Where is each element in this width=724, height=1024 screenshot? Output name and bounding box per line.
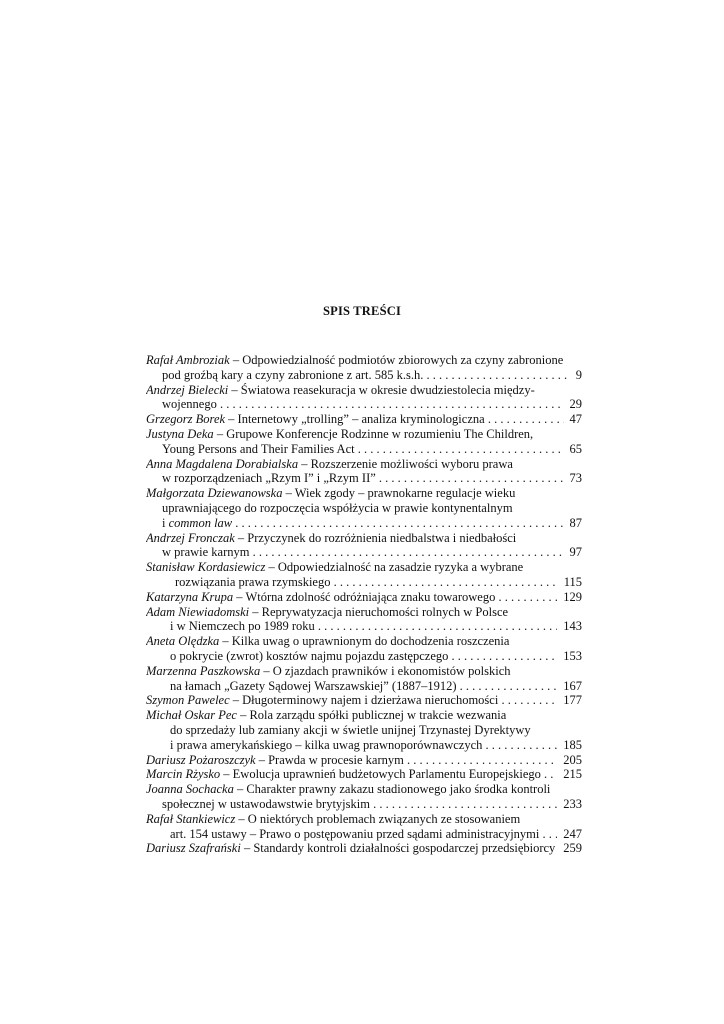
entry-title-line: – Standardy kontroli działalności gospodarczej przedsiębiorcy — [243, 841, 556, 856]
entry-title-line: – Wtórna zdolność odróżniająca znaku towarowego — [236, 589, 496, 604]
entry-title-line: – Wiek zgody – prawnokarne regulacje wieku — [285, 486, 516, 501]
entry-page-number: 65 — [564, 442, 583, 457]
entry-author: Rafał Ambroziak — [146, 353, 230, 367]
entry-author: Justyna Deka — [146, 426, 214, 441]
toc-entry — [146, 560, 582, 590]
entry-title-line: społecznej w ustawodawstwie brytyjskim — [162, 796, 370, 811]
dot-leader — [217, 397, 582, 411]
toc-entry — [146, 383, 582, 413]
entry-author: Dariusz Pożaroszczyk — [146, 752, 256, 767]
entry-page-number: 29 — [564, 397, 583, 412]
entry-author: Rafał Stankiewicz — [146, 811, 236, 826]
toc-entry — [146, 693, 582, 708]
entry-title-line: – Ewolucja uprawnień budżetowych Parlamentu Europejskiego — [223, 767, 541, 782]
entry-page-number: 9 — [570, 368, 582, 383]
dot-leader — [370, 797, 582, 811]
toc-entry — [146, 457, 582, 487]
entry-page-number: 153 — [557, 649, 582, 664]
entry-title-line: rozwiązania prawa rzymskiego — [175, 574, 331, 589]
entry-title-line: – Kilka uwag o uprawnionym do dochodzenia roszczenia — [222, 634, 510, 649]
entry-author: Dariusz Szafrański — [146, 841, 241, 856]
entry-title-line: – O niektórych problemach związanych ze stosowaniem — [238, 811, 521, 826]
table-of-contents — [146, 353, 582, 856]
dot-leader — [232, 516, 582, 530]
toc-entry — [146, 841, 582, 856]
entry-page-number: 259 — [557, 841, 582, 856]
entry-page-number: 185 — [557, 738, 582, 753]
entry-author: Grzegorz Borek — [146, 412, 226, 427]
entry-author: Małgorzata Dziewanowska — [146, 486, 283, 501]
entry-author: Aneta Olędzka — [146, 634, 220, 649]
toc-entry — [146, 708, 582, 752]
entry-author: Anna Magdalena Dorabialska — [146, 456, 299, 471]
page-title: SPIS TREŚCI — [322, 304, 402, 318]
entry-title-line: wojennego — [162, 397, 217, 412]
dot-leader — [423, 368, 582, 382]
entry-title-line: – Internetowy „trolling” – analiza kryminologiczna — [228, 412, 485, 427]
entry-title-line: – Reprywatyzacja nieruchomości rolnych w Polsce — [252, 604, 509, 619]
dot-leader — [376, 471, 582, 485]
entry-author: Marzenna Paszkowska — [146, 663, 261, 678]
toc-entry — [146, 486, 582, 530]
entry-author: Michał Oskar Pec — [146, 708, 237, 723]
entry-title-line: – Długoterminowy najem i dzierżawa nieruchomości — [232, 693, 499, 708]
entry-page-number: 143 — [557, 619, 582, 634]
toc-entry — [146, 590, 582, 605]
toc-entry — [146, 353, 582, 383]
entry-title-line: – O zjazdach prawników i ekonomistów polskich — [263, 663, 511, 678]
toc-entry — [146, 753, 582, 768]
entry-title-line: – Światowa reasekuracja w okresie dwudziestolecia między- — [231, 382, 535, 397]
entry-author: Andrzej Bielecki — [146, 382, 229, 397]
entry-title-line: – Rozszerzenie możliwości wyboru prawa — [301, 456, 513, 471]
toc-entry — [146, 605, 582, 635]
entry-title-line: – Rola zarządu spółki publicznej w trakcie wezwania — [240, 708, 507, 723]
dot-leader — [315, 619, 582, 633]
entry-author: Marcin Rżysko — [146, 767, 221, 782]
entry-author: Joanna Sochacka — [146, 782, 234, 797]
entry-author: Adam Niewiadomski — [146, 604, 250, 619]
entry-author: Szymon Pawelec — [146, 693, 230, 708]
entry-title-line: – Odpowiedzialność podmiotów zbiorowych za czyny zabronione — [232, 353, 564, 367]
entry-author: Katarzyna Krupa — [146, 589, 234, 604]
toc-entry — [146, 412, 582, 427]
entry-title-italic: common law — [168, 515, 233, 530]
entry-title-line: – Przyczynek do rozróżnienia niedbalstwa i niedbałości — [237, 530, 517, 545]
entry-page-number: 215 — [557, 767, 582, 782]
dot-leader — [355, 442, 582, 456]
entry-title-line: na łamach „Gazety Sądowej Warszawskiej” (1887–1912) — [170, 678, 457, 693]
entry-page-number: 167 — [557, 679, 582, 694]
dot-leader — [404, 753, 582, 767]
toc-entry — [146, 664, 582, 694]
dot-leader — [330, 575, 582, 589]
entry-page-number: 177 — [557, 693, 582, 708]
entry-title-line: – Prawda w procesie karnym — [258, 752, 404, 767]
entry-page-number: 247 — [557, 827, 582, 842]
entry-title-line: i — [162, 515, 166, 530]
entry-page-number: 129 — [557, 590, 582, 605]
toc-entry — [146, 767, 582, 782]
entry-title-line: i w Niemczech po 1989 roku — [170, 619, 315, 634]
toc-entry — [146, 812, 582, 842]
entry-title-line: pod groźbą kary a czyny zabronione z art. 585 k.s.h. — [162, 367, 424, 382]
entry-title-line: uprawniającego do rozpoczęcia współżycia w prawie kontynentalnym — [162, 500, 513, 515]
entry-title-line: o pokrycie (zwrot) kosztów najmu pojazdu zastępczego — [170, 648, 449, 663]
entry-title-line: w rozporządzeniach „Rzym I” i „Rzym II” — [162, 471, 376, 486]
entry-page-number: 233 — [557, 797, 582, 812]
entry-title-line: – Odpowiedzialność na zasadzie ryzyka a wybrane — [268, 560, 524, 575]
entry-title-line: w prawie karnym — [162, 545, 250, 560]
entry-title-line: Young Persons and Their Families Act — [162, 441, 355, 456]
toc-entry — [146, 531, 582, 561]
entry-page-number: 47 — [564, 412, 583, 427]
dot-leader — [249, 545, 582, 559]
entry-title-line: do sprzedaży lub zamiany akcji w świetle unijnej Trzynastej Dyrektywy — [170, 722, 531, 737]
entry-title-line: – Charakter prawny zakazu stadionowego jako środka kontroli — [236, 782, 551, 797]
entry-title-line: i prawa amerykańskiego – kilka uwag prawnoporównawczych — [170, 737, 483, 752]
entry-author: Andrzej Fronczak — [146, 530, 235, 545]
entry-page-number: 115 — [558, 575, 582, 590]
entry-page-number: 97 — [564, 545, 583, 560]
entry-page-number: 73 — [564, 471, 583, 486]
entry-page-number: 87 — [564, 516, 583, 531]
toc-entry — [146, 782, 582, 812]
toc-entry — [146, 427, 582, 457]
entry-author: Stanisław Kordasiewicz — [146, 560, 266, 575]
toc-entry — [146, 634, 582, 664]
entry-title-line: art. 154 ustawy – Prawo o postępowaniu przed sądami administracyjnymi — [170, 826, 540, 841]
entry-page-number: 205 — [557, 753, 582, 768]
entry-title-line: – Grupowe Konferencje Rodzinne w rozumieniu The Children, — [216, 426, 534, 441]
